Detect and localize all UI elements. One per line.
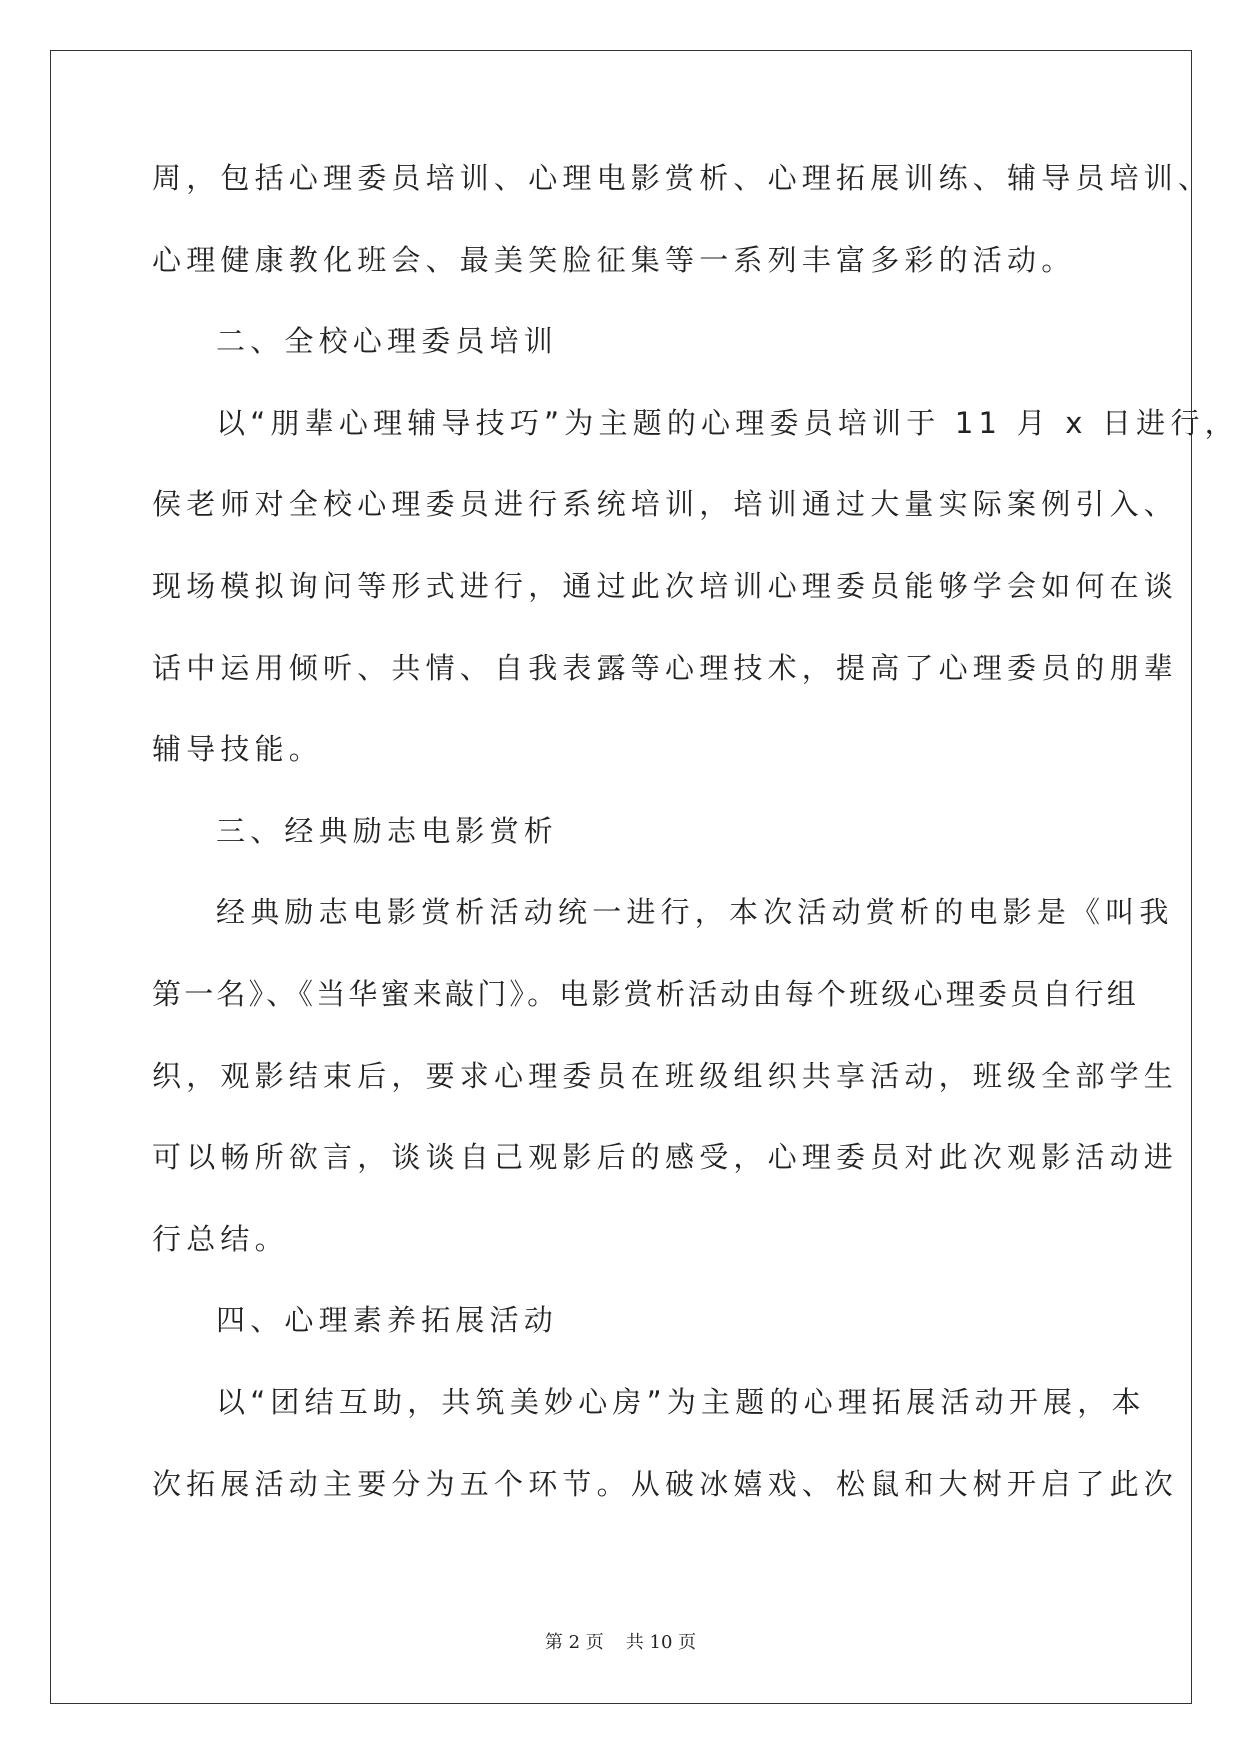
section-heading-2: 二、全校心理委员培训: [216, 324, 559, 359]
page-total: 共 10 页: [625, 1632, 697, 1653]
body-line-1: 周，包括心理委员培训、心理电影赏析、心理拓展训练、辅导员培训、: [152, 161, 1213, 195]
body-line-11: 第一名》、《当华蜜来敲门》。电影赏析活动由每个班级心理委员自行组: [152, 976, 1139, 1011]
body-line-6: 现场模拟询问等形式进行，通过此次培训心理委员能够学会如何在谈: [152, 568, 1179, 603]
page-footer: [0, 1628, 1241, 1654]
body-line-2: 心理健康教化班会、最美笑脸征集等一系列丰富多彩的活动。: [152, 242, 1076, 277]
body-line-14: 行总结。: [152, 1221, 289, 1256]
body-line-13: 可以畅所欲言，谈谈自己观影后的感受，心理委员对此次观影活动进: [152, 1140, 1179, 1175]
document-body: [152, 158, 1239, 1545]
section-heading-3: 三、经典励志电影赏析: [216, 813, 559, 848]
body-line-8: 辅导技能。: [152, 732, 324, 767]
body-line-7: 话中运用倾听、共情、自我表露等心理技术，提高了心理委员的朋辈: [152, 650, 1179, 685]
body-line-4: 以“朋辈心理辅导技巧”为主题的心理委员培训于 11 月 x 日进行，: [216, 405, 1239, 440]
body-line-12: 织，观影结束后，要求心理委员在班级组织共享活动，班级全部学生: [152, 1058, 1179, 1093]
body-line-10: 经典励志电影赏析活动统一进行，本次活动赏析的电影是《叫我: [216, 895, 1174, 930]
body-line-17: 次拓展活动主要分为五个环节。从破冰嬉戏、松鼠和大树开启了此次: [152, 1466, 1179, 1501]
body-line-5: 侯老师对全校心理委员进行系统培训，培训通过大量实际案例引入、: [152, 487, 1179, 522]
body-line-16: 以“团结互助，共筑美妙心房”为主题的心理拓展活动开展，本: [216, 1384, 1146, 1419]
section-heading-4: 四、心理素养拓展活动: [216, 1303, 559, 1338]
page-number: 第 2 页: [544, 1632, 604, 1653]
